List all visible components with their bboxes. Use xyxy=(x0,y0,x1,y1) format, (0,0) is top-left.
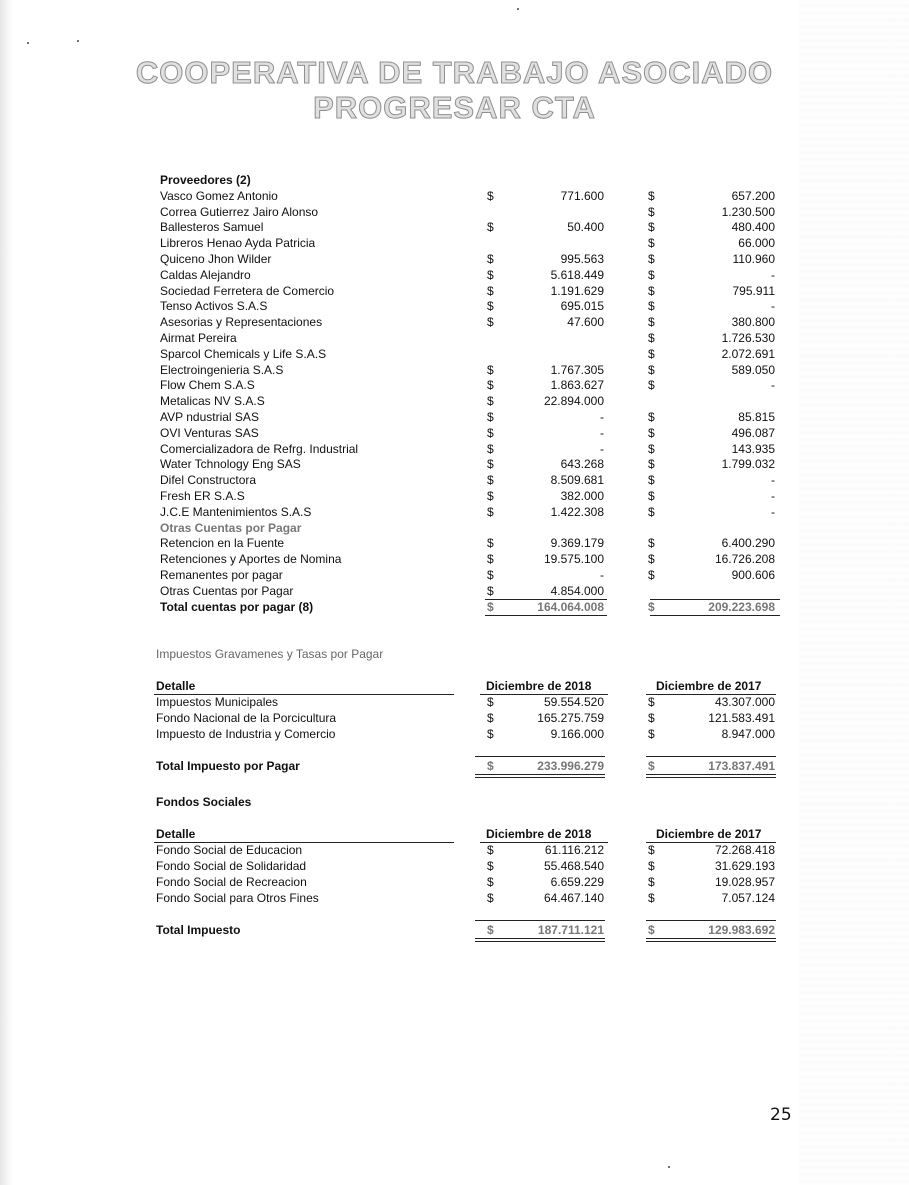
table-row xyxy=(0,890,909,906)
table-row xyxy=(0,393,909,409)
currency-symbol: $ xyxy=(487,875,494,889)
currency-symbol: $ xyxy=(648,711,655,725)
otras-cuentas-heading: Otras Cuentas por Pagar xyxy=(160,521,302,535)
value-prior-year: 7.057.124 xyxy=(721,891,775,905)
currency-symbol: $ xyxy=(487,189,494,203)
value-current-year: 22.894.000 xyxy=(543,394,604,408)
column-header-2017: Diciembre de 2017 xyxy=(656,827,762,841)
row-label: Fondo Social de Recreacion xyxy=(156,875,307,889)
table-row xyxy=(0,842,909,858)
row-label: Fondo Social para Otros Fines xyxy=(156,891,319,905)
value-current-year: 19.575.100 xyxy=(543,552,604,566)
currency-symbol: $ xyxy=(487,568,494,582)
total-row xyxy=(0,922,909,938)
currency-symbol: $ xyxy=(487,268,494,282)
row-label: Ballesteros Samuel xyxy=(160,220,264,234)
value-current-year: 6.659.229 xyxy=(550,875,604,889)
total-top-rule-2018 xyxy=(475,756,605,757)
value-prior-year: 6.400.290 xyxy=(721,536,775,550)
currency-symbol: $ xyxy=(648,536,655,550)
currency-symbol: $ xyxy=(487,584,494,598)
currency-symbol: $ xyxy=(648,489,655,503)
table-row xyxy=(0,441,909,457)
table-row xyxy=(0,235,909,251)
currency-symbol: $ xyxy=(487,923,494,937)
value-prior-year: 8.947.000 xyxy=(721,727,775,741)
value-current-year: 50.400 xyxy=(567,220,604,234)
value-current-year: 1.422.308 xyxy=(550,505,604,519)
value-prior-year: 173.837.491 xyxy=(708,759,775,773)
currency-symbol: $ xyxy=(648,299,655,313)
row-label: Impuesto de Industria y Comercio xyxy=(156,727,336,741)
value-current-year: 47.600 xyxy=(567,315,604,329)
table-row xyxy=(0,314,909,330)
table-row xyxy=(0,362,909,378)
row-label: Retencion en la Fuente xyxy=(160,536,285,550)
currency-symbol: $ xyxy=(648,552,655,566)
currency-symbol: $ xyxy=(648,727,655,741)
value-current-year: 995.563 xyxy=(560,252,604,266)
value-current-year: - xyxy=(600,410,604,424)
row-label: OVI Venturas SAS xyxy=(160,426,259,440)
value-current-year: - xyxy=(600,426,604,440)
currency-symbol: $ xyxy=(487,220,494,234)
value-prior-year: 496.087 xyxy=(731,426,775,440)
currency-symbol: $ xyxy=(648,205,655,219)
value-prior-year: 19.028.957 xyxy=(714,875,775,889)
currency-symbol: $ xyxy=(648,220,655,234)
value-prior-year: - xyxy=(771,378,775,392)
table-row xyxy=(0,472,909,488)
table-row xyxy=(0,425,909,441)
currency-symbol: $ xyxy=(487,695,494,709)
row-label: Libreros Henao Ayda Patricia xyxy=(160,236,316,250)
table-row xyxy=(0,567,909,583)
scan-speck xyxy=(517,8,519,10)
table-row xyxy=(0,188,909,204)
total-top-rule-2017 xyxy=(646,756,776,757)
currency-symbol: $ xyxy=(487,759,494,773)
value-prior-year: 110.960 xyxy=(732,252,775,266)
document-title-line1: COOPERATIVA DE TRABAJO ASOCIADO xyxy=(135,55,774,90)
row-label: Airmat Pereira xyxy=(160,331,237,345)
column-header-detalle: Detalle xyxy=(156,827,196,841)
currency-symbol: $ xyxy=(648,363,655,377)
table-row xyxy=(0,710,909,726)
currency-symbol: $ xyxy=(648,457,655,471)
value-prior-year: 31.629.193 xyxy=(714,859,775,873)
value-prior-year: 380.800 xyxy=(731,315,775,329)
row-label: Remanentes por pagar xyxy=(160,568,283,582)
total-double-rule-2018 xyxy=(475,774,605,778)
currency-symbol: $ xyxy=(487,843,494,857)
column-header-2017: Diciembre de 2017 xyxy=(656,679,762,693)
table-row xyxy=(0,377,909,393)
row-label: Total Impuesto por Pagar xyxy=(156,759,300,773)
currency-symbol: $ xyxy=(487,299,494,313)
row-label: Fondo Social de Educacion xyxy=(156,843,303,857)
total-row xyxy=(0,599,909,615)
value-prior-year: 480.400 xyxy=(731,220,775,234)
table-row xyxy=(0,346,909,362)
currency-symbol: $ xyxy=(487,363,494,377)
row-label: Asesorias y Representaciones xyxy=(160,315,323,329)
currency-symbol: $ xyxy=(487,315,494,329)
column-header-detalle: Detalle xyxy=(156,679,196,693)
currency-symbol: $ xyxy=(487,378,494,392)
value-prior-year: - xyxy=(771,268,775,282)
value-current-year: 4.854.000 xyxy=(550,584,604,598)
currency-symbol: $ xyxy=(487,394,494,408)
value-prior-year: 1.230.500 xyxy=(721,205,775,219)
scan-speck xyxy=(77,40,79,42)
value-prior-year: 72.268.418 xyxy=(714,843,775,857)
currency-symbol: $ xyxy=(648,923,655,937)
value-prior-year: 209.223.698 xyxy=(708,600,775,614)
row-label: Sparcol Chemicals y Life S.A.S xyxy=(160,347,327,361)
currency-symbol: $ xyxy=(648,442,655,456)
value-current-year: 695.015 xyxy=(560,299,604,313)
value-current-year: 187.711.121 xyxy=(537,923,604,937)
currency-symbol: $ xyxy=(487,536,494,550)
value-current-year: 1.191.629 xyxy=(550,284,604,298)
table-row xyxy=(0,219,909,235)
total-double-rule-2017 xyxy=(646,938,776,942)
value-prior-year: 121.583.491 xyxy=(708,711,775,725)
row-label: Fresh ER S.A.S xyxy=(160,489,245,503)
value-prior-year: - xyxy=(771,505,775,519)
value-prior-year: - xyxy=(771,473,775,487)
value-current-year: 382.000 xyxy=(560,489,604,503)
value-prior-year: 2.072.691 xyxy=(721,347,775,361)
value-current-year: 233.996.279 xyxy=(537,759,604,773)
table-row xyxy=(0,858,909,874)
currency-symbol: $ xyxy=(487,473,494,487)
value-current-year: 64.467.140 xyxy=(543,891,604,905)
table-row xyxy=(0,456,909,472)
total-double-rule-2017 xyxy=(646,774,776,778)
table-row xyxy=(0,504,909,520)
table-row xyxy=(0,204,909,220)
page-number: 25 xyxy=(770,1105,792,1125)
value-current-year: 5.618.449 xyxy=(550,268,604,282)
value-prior-year: 657.200 xyxy=(731,189,775,203)
currency-symbol: $ xyxy=(487,505,494,519)
currency-symbol: $ xyxy=(648,843,655,857)
value-current-year: 1.863.627 xyxy=(550,378,604,392)
currency-symbol: $ xyxy=(487,426,494,440)
value-prior-year: 1.799.032 xyxy=(721,457,775,471)
document-title-line2: PROGRESAR CTA xyxy=(313,90,596,125)
table-row xyxy=(0,583,909,599)
currency-symbol: $ xyxy=(487,711,494,725)
value-current-year: 1.767.305 xyxy=(550,363,604,377)
table-row xyxy=(0,298,909,314)
currency-symbol: $ xyxy=(648,284,655,298)
currency-symbol: $ xyxy=(648,875,655,889)
value-current-year: 55.468.540 xyxy=(543,859,604,873)
value-current-year: - xyxy=(600,442,604,456)
currency-symbol: $ xyxy=(648,347,655,361)
value-prior-year: 129.983.692 xyxy=(708,923,775,937)
currency-symbol: $ xyxy=(487,891,494,905)
value-current-year: 8.509.681 xyxy=(550,473,604,487)
row-label: Water Tchnology Eng SAS xyxy=(160,457,301,471)
currency-symbol: $ xyxy=(487,600,494,614)
table-row xyxy=(0,409,909,425)
currency-symbol: $ xyxy=(487,252,494,266)
row-label: Quiceno Jhon Wilder xyxy=(160,252,272,266)
value-prior-year: - xyxy=(771,299,775,313)
row-label: Metalicas NV S.A.S xyxy=(160,394,265,408)
row-label: Flow Chem S.A.S xyxy=(160,378,255,392)
currency-symbol: $ xyxy=(487,442,494,456)
currency-symbol: $ xyxy=(648,315,655,329)
currency-symbol: $ xyxy=(487,489,494,503)
row-label: Comercializadora de Refrg. Industrial xyxy=(160,442,359,456)
table-row xyxy=(0,874,909,890)
value-prior-year: 1.726.530 xyxy=(721,331,775,345)
currency-symbol: $ xyxy=(648,331,655,345)
value-prior-year: 85.815 xyxy=(738,410,775,424)
table-row xyxy=(0,535,909,551)
table-row xyxy=(0,251,909,267)
currency-symbol: $ xyxy=(648,568,655,582)
currency-symbol: $ xyxy=(487,859,494,873)
value-prior-year: - xyxy=(771,489,775,503)
currency-symbol: $ xyxy=(648,759,655,773)
row-label: Otras Cuentas por Pagar xyxy=(160,584,294,598)
row-label: AVP ndustrial SAS xyxy=(160,410,259,424)
currency-symbol: $ xyxy=(648,695,655,709)
total-bottom-rule-2017 xyxy=(650,615,780,616)
scan-speck xyxy=(668,1166,670,1168)
row-label: Tenso Activos S.A.S xyxy=(160,299,268,313)
row-label: Retenciones y Aportes de Nomina xyxy=(160,552,342,566)
row-label: Correa Gutierrez Jairo Alonso xyxy=(160,205,319,219)
table-row xyxy=(0,551,909,567)
currency-symbol: $ xyxy=(487,727,494,741)
total-top-rule-2017 xyxy=(646,920,776,921)
currency-symbol: $ xyxy=(487,457,494,471)
row-label: Vasco Gomez Antonio xyxy=(160,189,278,203)
value-current-year: 9.166.000 xyxy=(550,727,604,741)
table-row xyxy=(0,694,909,710)
total-row xyxy=(0,758,909,774)
proveedores-heading: Proveedores (2) xyxy=(160,173,251,187)
fondos-heading: Fondos Sociales xyxy=(156,795,252,809)
currency-symbol: $ xyxy=(487,284,494,298)
row-label: Impuestos Municipales xyxy=(156,695,279,709)
value-current-year: 61.116.212 xyxy=(544,843,604,857)
table-row xyxy=(0,330,909,346)
currency-symbol: $ xyxy=(648,189,655,203)
value-current-year: - xyxy=(600,568,604,582)
row-label: Sociedad Ferretera de Comercio xyxy=(160,284,335,298)
scan-speck xyxy=(27,42,29,44)
currency-symbol: $ xyxy=(648,268,655,282)
value-prior-year: 143.935 xyxy=(731,442,775,456)
value-current-year: 643.268 xyxy=(560,457,604,471)
currency-symbol: $ xyxy=(648,426,655,440)
currency-symbol: $ xyxy=(648,252,655,266)
currency-symbol: $ xyxy=(648,378,655,392)
value-current-year: 164.064.008 xyxy=(537,600,604,614)
value-current-year: 771.600 xyxy=(560,189,604,203)
currency-symbol: $ xyxy=(648,600,655,614)
value-prior-year: 16.726.208 xyxy=(714,552,775,566)
value-prior-year: 900.606 xyxy=(731,568,775,582)
table-row xyxy=(0,267,909,283)
currency-symbol: $ xyxy=(648,891,655,905)
row-label: J.C.E Mantenimientos S.A.S xyxy=(160,505,312,519)
currency-symbol: $ xyxy=(648,859,655,873)
row-label: Caldas Alejandro xyxy=(160,268,251,282)
value-current-year: 9.369.179 xyxy=(550,536,604,550)
currency-symbol: $ xyxy=(648,410,655,424)
column-header-2018: Diciembre de 2018 xyxy=(486,827,592,841)
table-row xyxy=(0,488,909,504)
total-top-rule-2018 xyxy=(475,920,605,921)
table-row xyxy=(0,283,909,299)
currency-symbol: $ xyxy=(648,473,655,487)
impuestos-heading: Impuestos Gravamenes y Tasas por Pagar xyxy=(156,647,384,661)
currency-symbol: $ xyxy=(487,410,494,424)
row-label: Total cuentas por pagar (8) xyxy=(160,600,314,614)
row-label: Difel Constructora xyxy=(160,473,257,487)
value-prior-year: 795.911 xyxy=(732,284,775,298)
currency-symbol: $ xyxy=(487,552,494,566)
value-prior-year: 43.307.000 xyxy=(714,695,775,709)
row-label: Fondo Nacional de la Porcicultura xyxy=(156,711,337,725)
value-prior-year: 66.000 xyxy=(738,236,775,250)
value-prior-year: 589.050 xyxy=(731,363,775,377)
value-current-year: 59.554.520 xyxy=(543,695,604,709)
row-label: Electroingenieria S.A.S xyxy=(160,363,284,377)
total-bottom-rule-2018 xyxy=(485,615,607,616)
column-header-2018: Diciembre de 2018 xyxy=(486,679,592,693)
row-label: Fondo Social de Solidaridad xyxy=(156,859,307,873)
value-current-year: 165.275.759 xyxy=(537,711,604,725)
currency-symbol: $ xyxy=(648,236,655,250)
currency-symbol: $ xyxy=(648,505,655,519)
table-row xyxy=(0,726,909,742)
row-label: Total Impuesto xyxy=(156,923,241,937)
total-double-rule-2018 xyxy=(475,938,605,942)
